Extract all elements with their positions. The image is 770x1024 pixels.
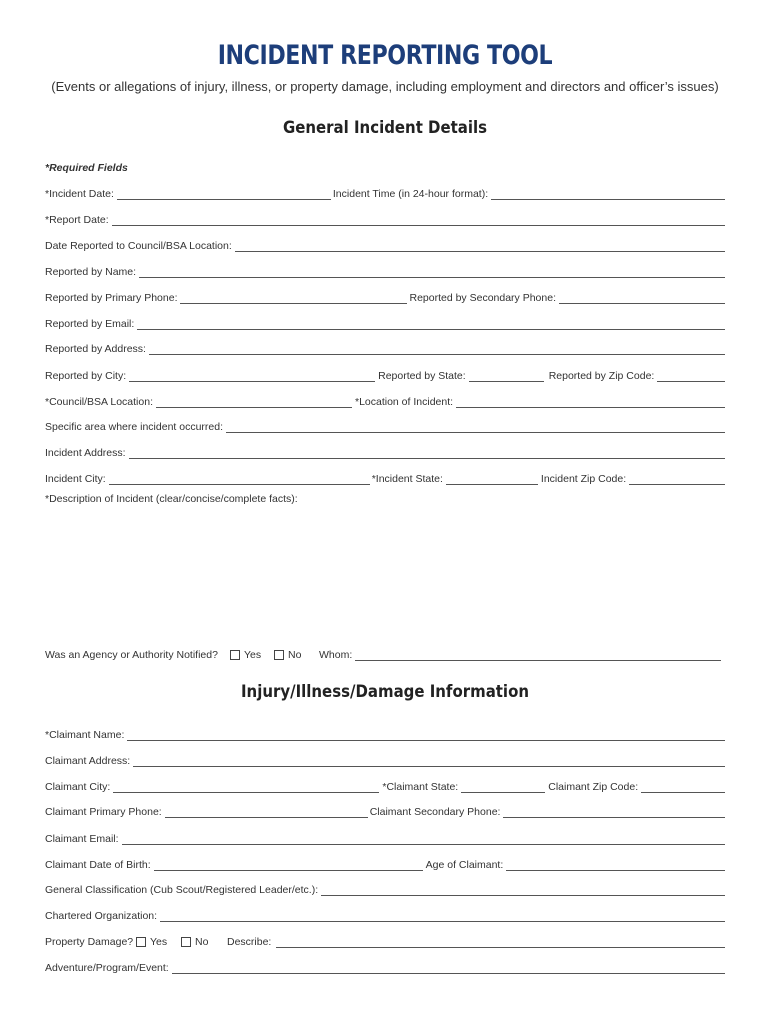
secondary-phone-label: Reported by Secondary Phone: — [409, 292, 556, 304]
claimant-city-label: Claimant City: — [45, 781, 111, 793]
classification-row — [45, 882, 725, 896]
describe-label: Describe: — [227, 936, 272, 948]
incident-state-field[interactable] — [446, 473, 538, 485]
property-no-option[interactable] — [181, 936, 227, 948]
reported-by-city-label: Reported by City: — [45, 370, 127, 382]
reported-by-state-field[interactable] — [469, 370, 544, 382]
chartered-org-label: Chartered Organization: — [45, 910, 158, 922]
incident-address-label: Incident Address: — [45, 447, 126, 459]
claimant-primary-phone-field[interactable] — [165, 806, 368, 818]
claimant-name-row — [45, 727, 725, 741]
reported-by-phone-row — [45, 290, 725, 304]
claimant-zip-field[interactable] — [641, 781, 725, 793]
incident-zip-field[interactable] — [629, 473, 725, 485]
claimant-secondary-phone-field[interactable] — [503, 806, 725, 818]
date-reported-label: Date Reported to Council/BSA Location: — [45, 240, 232, 252]
council-location-label: *Council/BSA Location: — [45, 396, 153, 408]
reported-by-city-row — [45, 368, 725, 382]
agency-yes-checkbox[interactable] — [230, 650, 240, 660]
property-no-label: No — [195, 936, 209, 948]
primary-phone-label: Reported by Primary Phone: — [45, 292, 178, 304]
page-subtitle: (Events or allegations of injury, illness, or property damage, including employment and directors and officer’s issues) — [51, 79, 719, 94]
reported-by-address-label: Reported by Address: — [45, 343, 146, 355]
claimant-secondary-phone-label: Claimant Secondary Phone: — [369, 806, 501, 818]
incident-zip-label: Incident Zip Code: — [540, 473, 627, 485]
claimant-age-label: Age of Claimant: — [425, 859, 504, 871]
claimant-address-label: Claimant Address: — [45, 755, 131, 767]
claimant-state-label: *Claimant State: — [382, 781, 459, 793]
claimant-email-field[interactable] — [122, 833, 725, 845]
section-heading-general: General Incident Details — [282, 118, 488, 138]
report-date-label: *Report Date: — [45, 214, 109, 226]
property-yes-label: Yes — [150, 936, 168, 948]
report-date-field[interactable] — [112, 214, 725, 226]
property-yes-option[interactable] — [136, 936, 181, 948]
whom-field[interactable] — [355, 649, 721, 661]
incident-date-label: *Incident Date: — [45, 188, 114, 200]
claimant-address-field[interactable] — [133, 755, 725, 767]
agency-no-option[interactable] — [274, 649, 319, 661]
agency-question-label: Was an Agency or Authority Notified? — [45, 649, 218, 661]
page-title: INCIDENT REPORTING TOOL — [217, 40, 553, 71]
required-fields-note: *Required Fields — [45, 162, 128, 174]
agency-yes-label: Yes — [244, 649, 262, 661]
claimant-dob-row — [45, 857, 725, 871]
claimant-email-label: Claimant Email: — [45, 833, 119, 845]
reported-by-address-row — [45, 341, 725, 355]
property-no-checkbox[interactable] — [181, 937, 191, 947]
date-reported-row — [45, 238, 725, 252]
claimant-city-field[interactable] — [113, 781, 379, 793]
incident-address-row — [45, 445, 725, 459]
incident-time-label: Incident Time (in 24-hour format): — [332, 188, 489, 200]
incident-city-label: Incident City: — [45, 473, 106, 485]
incident-state-label: *Incident State: — [371, 473, 443, 485]
claimant-state-field[interactable] — [461, 781, 545, 793]
description-textarea[interactable] — [45, 510, 725, 636]
claimant-dob-label: Claimant Date of Birth: — [45, 859, 151, 871]
description-row — [45, 491, 725, 505]
chartered-org-field[interactable] — [160, 910, 725, 922]
reported-by-name-field[interactable] — [139, 266, 725, 278]
incident-date-row — [45, 186, 725, 200]
council-location-row — [45, 394, 725, 408]
claimant-phone-row — [45, 804, 725, 818]
agency-yes-option[interactable] — [230, 649, 274, 661]
reported-by-address-field[interactable] — [149, 343, 725, 355]
incident-date-field[interactable] — [117, 188, 331, 200]
incident-address-field[interactable] — [129, 447, 725, 459]
reported-by-zip-label: Reported by Zip Code: — [548, 370, 655, 382]
report-date-row — [45, 212, 725, 226]
secondary-phone-field[interactable] — [559, 292, 725, 304]
claimant-primary-phone-label: Claimant Primary Phone: — [45, 806, 162, 818]
agency-notified-row — [45, 647, 725, 661]
classification-field[interactable] — [321, 884, 725, 896]
whom-label: Whom: — [319, 649, 353, 661]
specific-area-label: Specific area where incident occurred: — [45, 421, 224, 433]
claimant-zip-label: Claimant Zip Code: — [548, 781, 639, 793]
claimant-email-row — [45, 831, 725, 845]
property-yes-checkbox[interactable] — [136, 937, 146, 947]
council-location-field[interactable] — [156, 396, 352, 408]
reported-by-email-label: Reported by Email: — [45, 318, 135, 330]
claimant-age-field[interactable] — [506, 859, 725, 871]
incident-city-field[interactable] — [109, 473, 370, 485]
specific-area-field[interactable] — [226, 421, 725, 433]
adventure-label: Adventure/Program/Event: — [45, 962, 169, 974]
date-reported-field[interactable] — [235, 240, 725, 252]
location-of-incident-label: *Location of Incident: — [354, 396, 454, 408]
adventure-row — [45, 960, 725, 974]
reported-by-name-row — [45, 264, 725, 278]
property-damage-row — [45, 934, 725, 948]
agency-no-label: No — [288, 649, 302, 661]
description-label: *Description of Incident (clear/concise/complete facts): — [45, 493, 298, 505]
reported-by-name-label: Reported by Name: — [45, 266, 137, 278]
describe-field[interactable] — [276, 936, 725, 948]
incident-city-row — [45, 471, 725, 485]
property-damage-label: Property Damage? — [45, 936, 134, 948]
location-of-incident-field[interactable] — [456, 396, 725, 408]
reported-by-email-row — [45, 316, 725, 330]
agency-no-checkbox[interactable] — [274, 650, 284, 660]
reported-by-zip-field[interactable] — [657, 370, 725, 382]
reported-by-state-label: Reported by State: — [378, 370, 466, 382]
chartered-org-row — [45, 908, 725, 922]
claimant-name-field[interactable] — [127, 729, 725, 741]
specific-area-row — [45, 419, 725, 433]
primary-phone-field[interactable] — [180, 292, 407, 304]
claimant-name-label: *Claimant Name: — [45, 729, 125, 741]
claimant-address-row — [45, 753, 725, 767]
section-heading-injury: Injury/Illness/Damage Information — [240, 682, 530, 702]
reported-by-city-field[interactable] — [129, 370, 375, 382]
adventure-field[interactable] — [172, 962, 725, 974]
reported-by-email-field[interactable] — [137, 318, 725, 330]
claimant-city-row — [45, 779, 725, 793]
claimant-dob-field[interactable] — [154, 859, 423, 871]
incident-time-field[interactable] — [491, 188, 725, 200]
classification-label: General Classification (Cub Scout/Registered Leader/etc.): — [45, 884, 319, 896]
